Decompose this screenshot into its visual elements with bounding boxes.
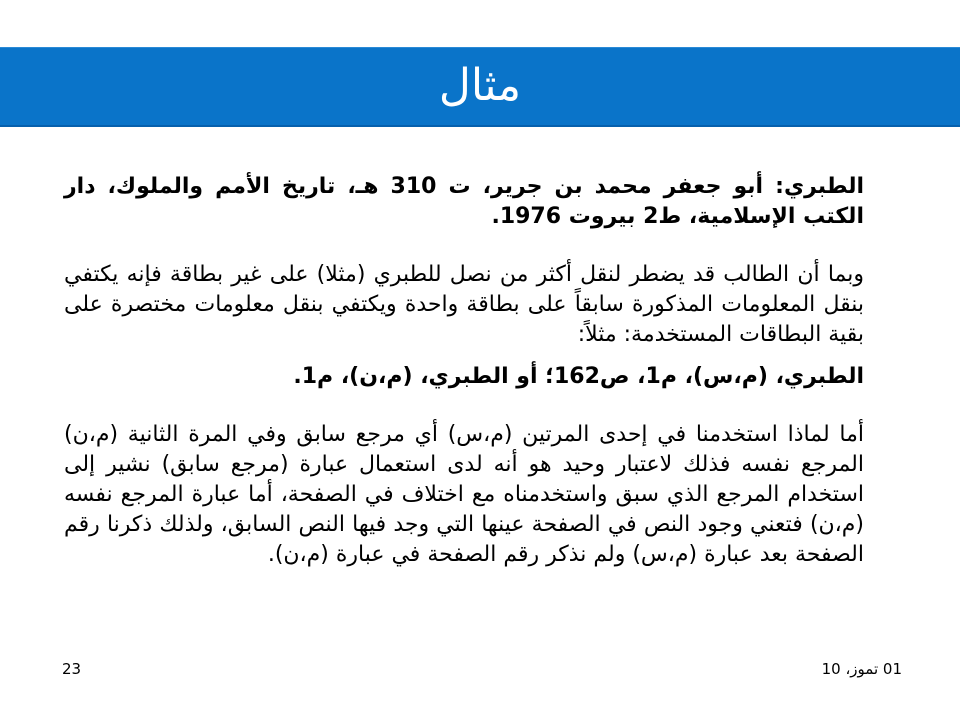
reference-citation: الطبري: أبو جعفر محمد بن جرير، ت 310 هـ، تاريخ الأمم والملوك، دار الكتب الإسلامية، ط2 بيروت 1976. bbox=[64, 174, 865, 229]
page-number: 23 bbox=[62, 660, 82, 678]
title-bar bbox=[0, 47, 960, 127]
short-citation-example: الطبري، (م،س)، م1، ص162؛ أو الطبري، (م،ن)، م1. bbox=[293, 364, 864, 389]
slide-content bbox=[64, 172, 864, 570]
explanation-paragraph-2: أما لماذا استخدمنا في إحدى المرتين (م،س) أي مرجع سابق وفي المرة الثانية (م،ن) المرجع نفسه فذلك لاعتبار وحيد هو أنه لدى استعمال عبارة (مرجع سابق) نشير إلى استخدام المرجع الذي سبق واستخدمناه مع اختلاف في الصفحة، أما عبارة المرجع نفسه (م،ن) فتعني وجود النص في الصفحة عينها التي وجد فيها النص السابق، ولذلك ذكرنا رقم الصفحة بعد عبارة (م،س) ولم نذكر رقم الصفحة في عبارة (م،ن). bbox=[64, 422, 864, 567]
explanation-paragraph-1: وبما أن الطالب قد يضطر لنقل أكثر من نصل للطبري (مثلا) على غير بطاقة فإنه يكتفي بنقل المعلومات المذكورة سابقاً على بطاقة واحدة ويكتفي بنقل معلومات مختصرة على بقية البطاقات المستخدمة: مثلاً: bbox=[64, 262, 864, 347]
footer-date: 01 تموز، 10 bbox=[821, 660, 902, 678]
slide-title: مثال bbox=[438, 60, 522, 111]
